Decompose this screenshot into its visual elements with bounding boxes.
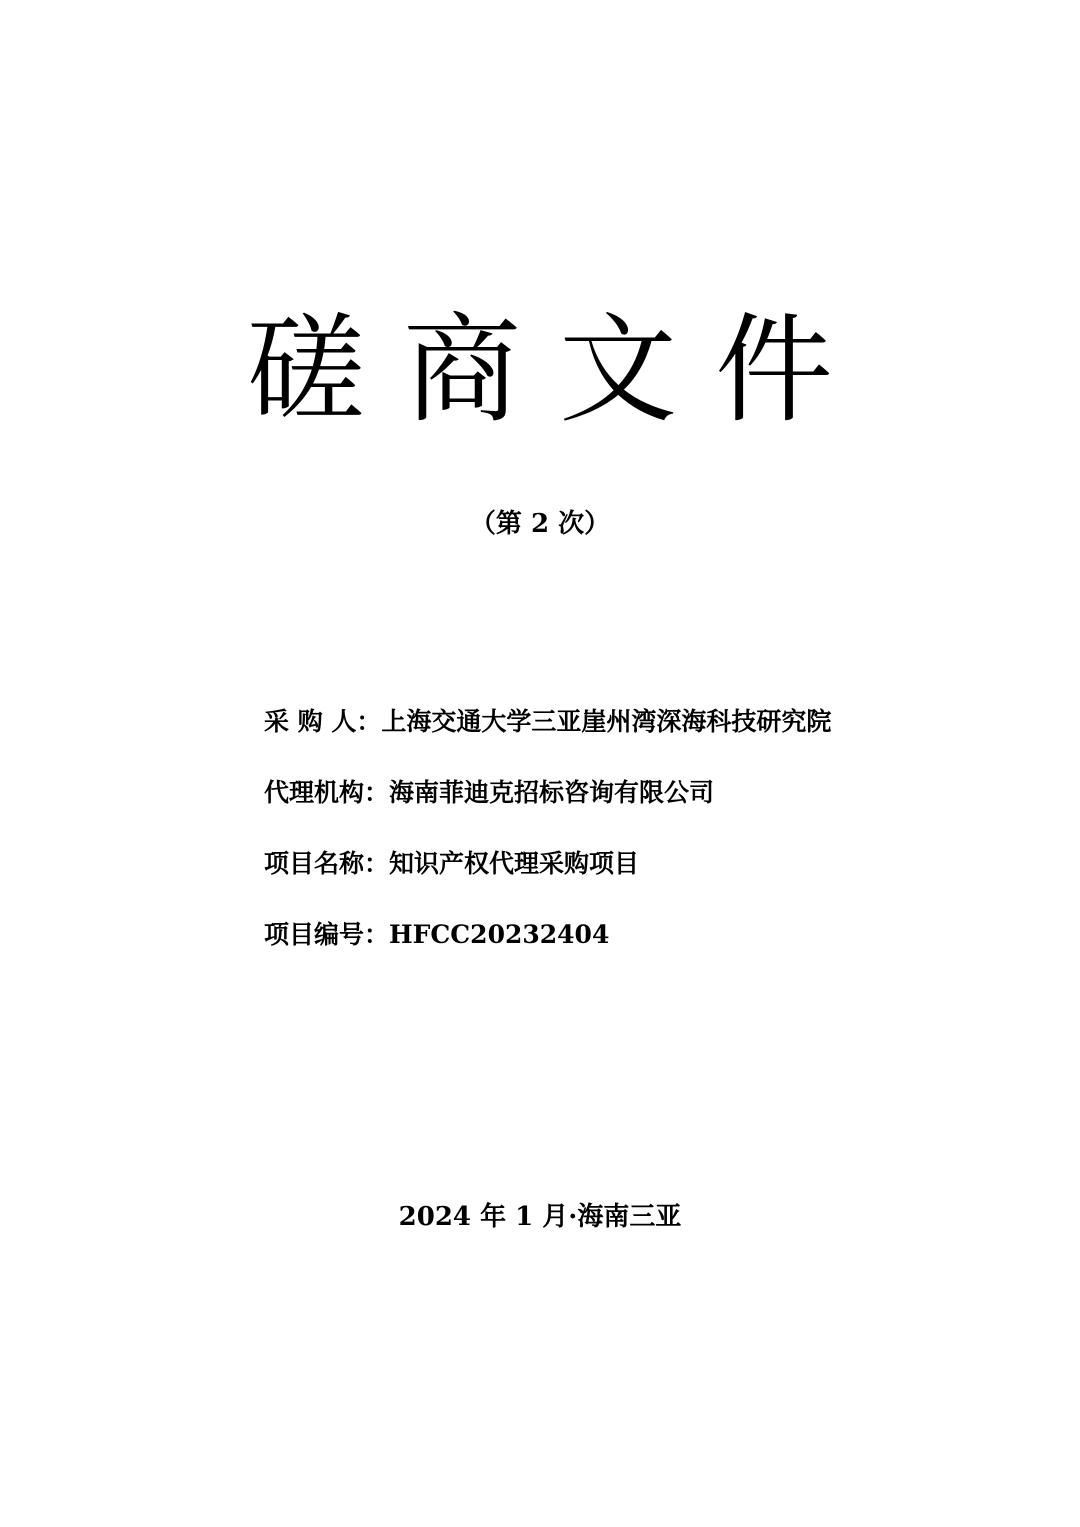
project-name-label: 项目名称： [264, 849, 390, 878]
project-number-label: 项目编号： [264, 920, 390, 949]
purchaser-row [264, 702, 1024, 773]
info-block [264, 702, 1024, 986]
project-number-value: HFCC20232404 [389, 920, 610, 949]
purchaser-value: 上海交通大学三亚崖州湾深海科技研究院 [381, 707, 832, 736]
document-subtitle: （第 2 次） [469, 509, 611, 539]
purchaser-label: 采 购 人： [264, 707, 382, 736]
project-number-row [264, 915, 1024, 986]
document-title: 磋商文件 [246, 301, 871, 439]
project-name-value: 知识产权代理采购项目 [389, 849, 640, 878]
agency-value: 海南菲迪克招标咨询有限公司 [389, 778, 715, 807]
project-name-row [264, 844, 1024, 915]
date-place: 2024 年 1 月·海南三亚 [398, 1202, 682, 1232]
agency-row [264, 773, 1024, 844]
agency-label: 代理机构： [264, 778, 390, 807]
